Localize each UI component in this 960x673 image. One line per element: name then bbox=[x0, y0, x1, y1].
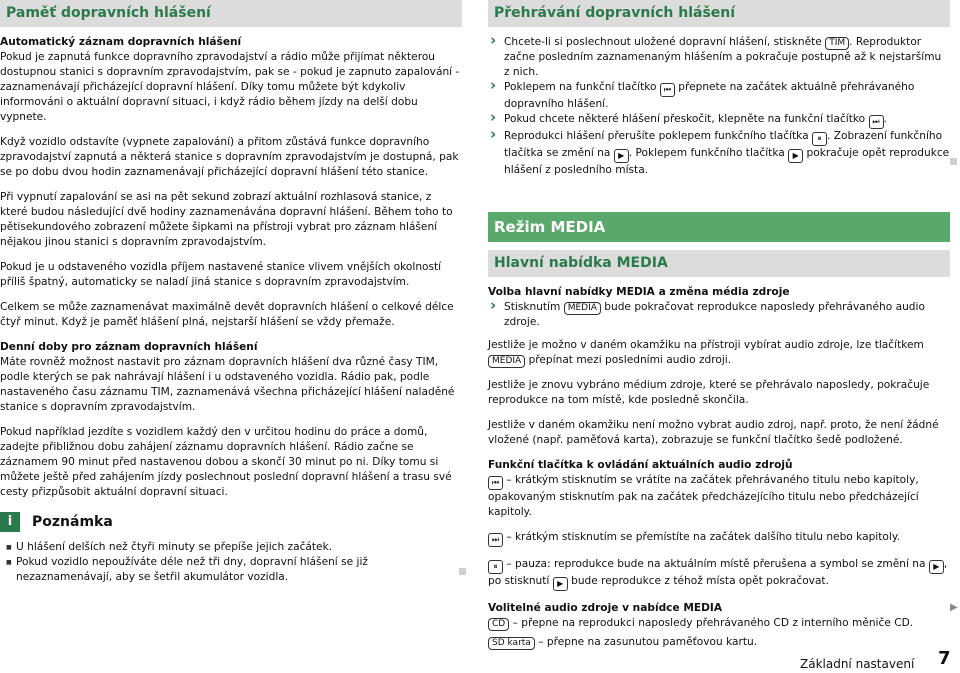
pause-icon: ⏸ bbox=[812, 132, 827, 146]
step-text: přepnete na začátek aktuálně přehrávaného dopravního hlášení. bbox=[504, 81, 915, 110]
playback-step bbox=[488, 80, 950, 112]
note-header bbox=[0, 512, 462, 532]
paragraph-auto-5: Celkem se může zaznamenávat maximálně devět dopravních hlášení o celkové délce čtyř minut. Když je paměť hlášení plná, nejstarší hlášení se vždy přemaže. bbox=[0, 301, 454, 328]
play-icon: ▶ bbox=[553, 577, 568, 591]
note-item: ■ Pokud vozidlo nepoužíváte déle než tři dny, dopravní hlášení se již nezaznamenávají, aby se šetřil akumulátor vozidla. bbox=[6, 555, 462, 585]
left-column bbox=[0, 0, 462, 585]
right-column bbox=[488, 0, 950, 650]
play-icon: ▶ bbox=[788, 149, 803, 163]
paragraph-media-1 bbox=[488, 338, 950, 368]
optional-sources-heading: Volitelné audio zdroje v nabídce MEDIA bbox=[488, 602, 723, 614]
paragraph-text: přepínat mezi posledními audio zdroji. bbox=[525, 354, 732, 366]
function-text: – krátkým stisknutím se přemístíte na začátek dalšího titulu nebo kapitoly. bbox=[503, 531, 900, 543]
playback-steps bbox=[488, 35, 950, 178]
page-number: 7 bbox=[938, 648, 951, 669]
paragraph-text: Jestliže je možno v daném okamžiku na přístroji vybírat audio zdroje, lze tlačítkem bbox=[488, 339, 924, 351]
function-pause bbox=[488, 557, 950, 591]
step-text: Stisknutím bbox=[504, 301, 564, 313]
paragraph-media-3: Jestliže v daném okamžiku není možno vybrat audio zdroj, např. proto, že není žádné vložené (např. paměťová karta), zobrazuje se funkční tlačítko šedě podložené. bbox=[488, 419, 939, 446]
paragraph-auto-2: Když vozidlo odstavíte (vypnete zapalování) a přitom zůstává funkce dopravního zpravodajství zapnutá a některá stanice s dopravním zpravodajstvím je dostupná, pak se po dobu dvou hodin zaznamenávají přicházející dopravní hlášení této stanice. bbox=[0, 136, 459, 178]
media-key: MEDIA bbox=[564, 302, 601, 315]
function-next bbox=[488, 530, 950, 547]
play-icon: ▶ bbox=[614, 149, 629, 163]
note-list bbox=[0, 540, 462, 585]
section-title-media-mode: Režim MEDIA bbox=[488, 212, 950, 242]
next-track-icon: ⏭ bbox=[488, 533, 503, 547]
playback-step bbox=[488, 35, 950, 80]
record-times-heading: Denní doby pro záznam dopravních hlášení bbox=[0, 341, 258, 353]
paragraph-times-1: Máte rovněž možnost nastavit pro záznam dopravních hlášení dva různé časy TIM, podle kterých se pak nahrávají hlášení i u odstaveného vozidla. Rádio pak, podle nastaveného času záznamu TIM, zaznamenává všechna přicházející hlášení naladěné stanice s dopravním zpravodajstvím. bbox=[0, 356, 455, 413]
section-title-traffic-memory: Paměť dopravních hlášení bbox=[0, 0, 462, 27]
step-text: Reprodukci hlášení přerušíte poklepem funkčního tlačítka bbox=[504, 130, 812, 142]
step-text: Poklepem na funkční tlačítko bbox=[504, 81, 660, 93]
source-text: – přepne na reprodukci naposledy přehrávaného CD z interního měniče CD. bbox=[509, 617, 914, 629]
function-previous bbox=[488, 473, 950, 520]
paragraph-times-2: Pokud například jezdíte s vozidlem každý den v určitou hodinu do práce a domů, zadejte přibližnou dobu zahájení záznamu dopravních hlášení. Rádio začne se záznamem 90 minut před nastavenou dobou a skončí 30 minut po ni. Díky tomu si můžete ještě před zahájením jízdy poslechnout poslední dopravní hlášení a trasu své cesty přizpůsobit aktuální dopravní situaci. bbox=[0, 426, 452, 498]
continue-arrow-icon: ▶ bbox=[950, 602, 958, 613]
step-text: . Reproduktor začne posledním zaznamenaným hlášením a pokračuje postupně až k nejstaršímu z nich. bbox=[504, 36, 942, 78]
media-key: MEDIA bbox=[488, 355, 525, 368]
playback-step bbox=[488, 112, 950, 129]
previous-track-icon: ⏮ bbox=[660, 83, 675, 97]
next-track-icon: ⏭ bbox=[869, 115, 884, 129]
auto-record-heading: Automatický záznam dopravních hlášení bbox=[0, 36, 242, 48]
function-text: , po stisknutí bbox=[488, 558, 948, 587]
sd-card-key: SD karta bbox=[488, 637, 535, 650]
source-text: – přepne na zasunutou paměťovou kartu. bbox=[534, 636, 758, 648]
playback-step bbox=[488, 129, 950, 178]
step-text: bude pokračovat reprodukce naposledy přehrávaného audio zdroje. bbox=[504, 301, 925, 328]
step-text: Chcete-li si poslechnout uložené dopravní hlášení, stiskněte bbox=[504, 36, 826, 48]
step-text: Pokud chcete některé hlášení přeskočit, klepněte na funkční tlačítko bbox=[504, 113, 869, 125]
media-select-steps bbox=[488, 300, 950, 330]
pause-icon: ⏸ bbox=[488, 560, 503, 574]
step-text: pokračuje opět reprodukce hlášení z posledního místa. bbox=[504, 147, 950, 176]
function-text: – pauza: reprodukce bude na aktuálním místě přerušena a symbol se změní na bbox=[503, 558, 929, 570]
note-title: Poznámka bbox=[32, 513, 113, 530]
paragraph-auto-1: Pokud je zapnutá funkce dopravního zpravodajství a rádio může přijímat některou dostupnou stanici s dopravním zpravodajstvím, pak se - pokud je zapnuto zapalování - zaznamenávají přicházející dopravní hlášení. Díky tomu můžete být kdykoliv informováni o aktuální dopravní situaci, i když rádio během jízdy na delší dobu vypnete. bbox=[0, 51, 460, 123]
section-end-marker bbox=[459, 568, 466, 575]
footer-section: Základní nastavení bbox=[800, 657, 915, 671]
step-text: . bbox=[883, 113, 887, 125]
media-select-step bbox=[488, 300, 950, 330]
paragraph-auto-3: Při vypnutí zapalování se asi na pět sekund zobrazí aktuální rozhlasová stanice, z které budou následující dvě hodiny zaznamenávána dopravní hlášení. Během toho to pětisekundového zobrazení můžete šipkami na přístroji vybrat pro záznam hlášení nějakou jinou stanici s dopravním zpravodajstvím. bbox=[0, 191, 453, 248]
previous-track-icon: ⏮ bbox=[488, 476, 503, 490]
function-buttons-heading: Funkční tlačítka k ovládání aktuálních audio zdrojů bbox=[488, 459, 793, 471]
note-item: ■ U hlášení delších než čtyři minuty se přepíše jejich začátek. bbox=[6, 540, 462, 555]
media-select-heading: Volba hlavní nabídky MEDIA a změna média zdroje bbox=[488, 286, 790, 298]
paragraph-media-2: Jestliže je znovu vybráno médium zdroje, které se přehrávalo naposledy, pokračuje reprodukce na tom místě, kde posledně skončila. bbox=[488, 379, 930, 406]
tim-key: TIM bbox=[825, 37, 849, 50]
function-text: bude reprodukce z téhož místa opět pokračovat. bbox=[567, 575, 829, 587]
section-end-marker bbox=[950, 158, 957, 165]
info-icon: i bbox=[0, 512, 20, 532]
source-sd bbox=[488, 635, 950, 650]
play-icon: ▶ bbox=[929, 560, 944, 574]
function-text: – krátkým stisknutím se vrátíte na začátek přehrávaného titulu nebo kapitoly, opakovaným stisknutím pak na začátek předcházejícího titulu nebo předcházející kapitoly. bbox=[488, 474, 919, 518]
cd-key: CD bbox=[488, 618, 509, 631]
section-title-playback: Přehrávání dopravních hlášení bbox=[488, 0, 950, 27]
step-text: . Zobrazení funkčního tlačítka se změní na bbox=[504, 130, 943, 159]
paragraph-auto-4: Pokud je u odstaveného vozidla příjem nastavené stanice vlivem vnějších okolností příliš špatný, automaticky se naladí jiná stanice s dopravním zpravodajstvím. bbox=[0, 261, 442, 288]
source-cd bbox=[488, 616, 950, 631]
section-title-media-menu: Hlavní nabídka MEDIA bbox=[488, 250, 950, 277]
step-text: . Poklepem funkčního tlačítka bbox=[628, 147, 789, 159]
